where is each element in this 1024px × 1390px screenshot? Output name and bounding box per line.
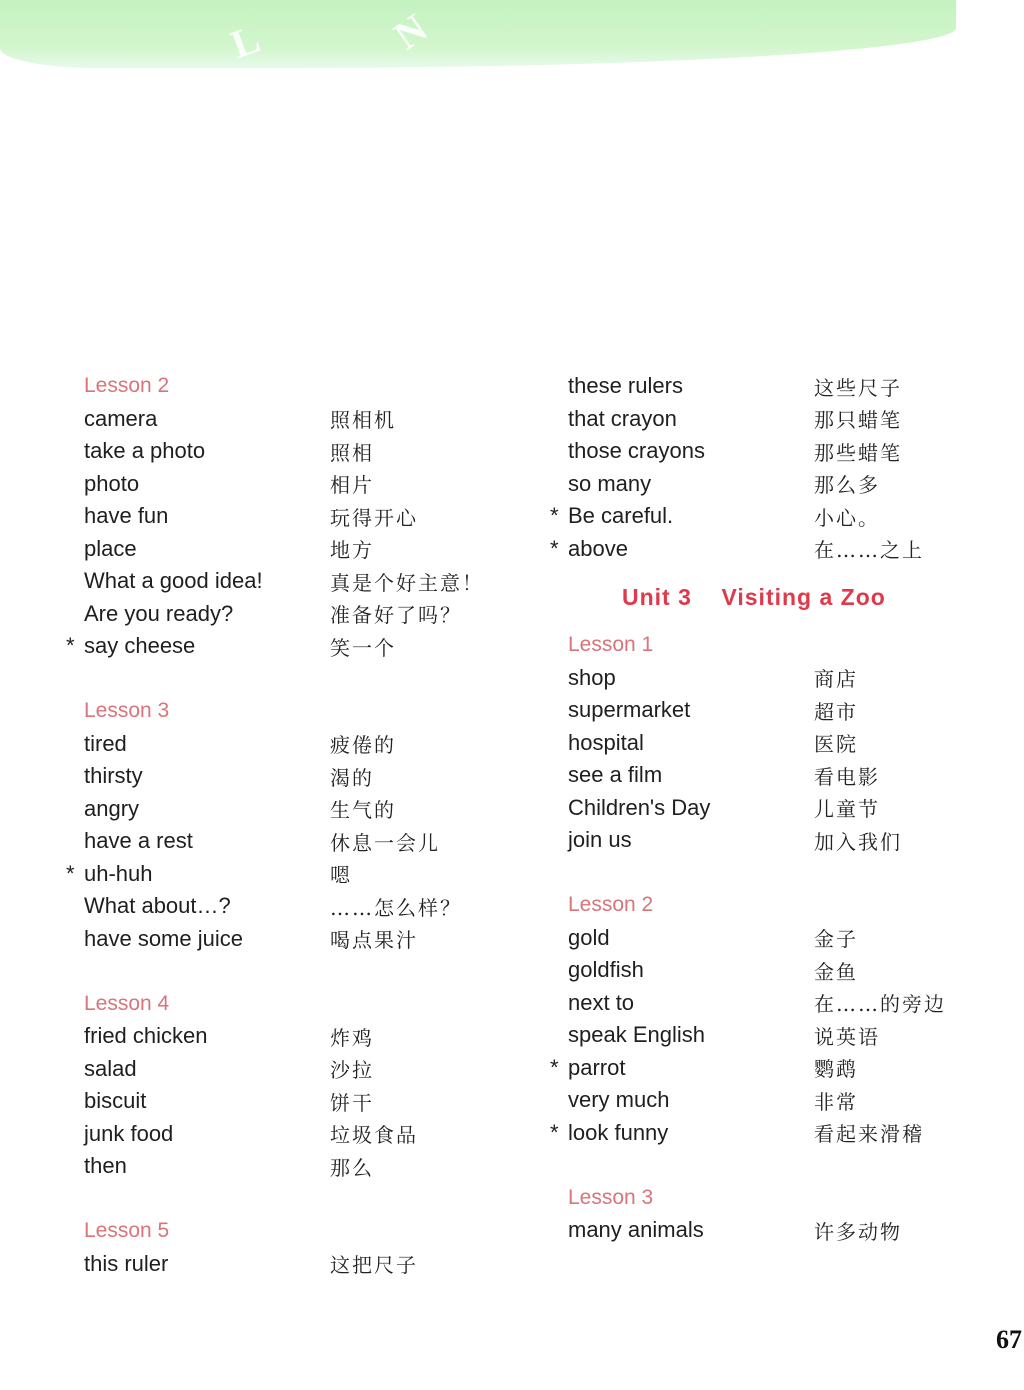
vocab-entry xyxy=(550,954,990,987)
chinese-translation: 地方 xyxy=(330,538,374,563)
english-term: have a rest xyxy=(84,828,193,854)
lesson-heading xyxy=(66,988,506,1021)
english-term: supermarket xyxy=(568,697,691,723)
lesson-heading xyxy=(66,370,506,403)
english-term: this ruler xyxy=(84,1250,169,1276)
vocab-entry xyxy=(550,1019,990,1052)
vocab-entry xyxy=(550,662,990,695)
banner-letter: N xyxy=(385,4,436,59)
chinese-translation: 看起来滑稽 xyxy=(814,1122,924,1147)
english-term: many animals xyxy=(568,1217,704,1243)
vocab-entry xyxy=(550,1117,990,1150)
vocab-entry xyxy=(66,1118,506,1151)
vocab-entry xyxy=(66,403,506,436)
english-term: biscuit xyxy=(84,1088,147,1114)
chinese-translation: 超市 xyxy=(814,699,858,724)
chinese-translation: 疲倦的 xyxy=(330,733,396,758)
optional-star-marker: * xyxy=(550,535,559,561)
vocab-entry xyxy=(66,760,506,793)
english-term: photo xyxy=(84,470,140,496)
english-term: tired xyxy=(84,730,127,756)
vocab-entry xyxy=(66,1020,506,1053)
english-term: then xyxy=(84,1153,127,1179)
section-spacer xyxy=(66,955,506,988)
section-spacer xyxy=(66,663,506,696)
chinese-translation: 相片 xyxy=(330,473,374,498)
english-term: say cheese xyxy=(84,633,196,659)
chinese-translation: 那么 xyxy=(330,1155,374,1180)
vocab-entry xyxy=(550,694,990,727)
english-term: join us xyxy=(568,827,632,853)
english-term: uh-huh xyxy=(84,860,153,886)
english-term: look funny xyxy=(568,1119,669,1145)
english-term: fried chicken xyxy=(84,1023,208,1049)
vocab-entry xyxy=(66,630,506,663)
vocab-entry xyxy=(66,890,506,923)
vocab-entry xyxy=(66,1085,506,1118)
english-term: these rulers xyxy=(568,373,683,399)
english-term: parrot xyxy=(568,1054,626,1080)
chinese-translation: 这把尺子 xyxy=(330,1253,418,1278)
english-term: above xyxy=(568,535,628,561)
chinese-translation: 照相 xyxy=(330,440,374,465)
lesson-label: Lesson 4 xyxy=(84,991,170,1015)
english-term: What a good idea! xyxy=(84,568,263,594)
lesson-heading xyxy=(66,695,506,728)
english-term: junk food xyxy=(84,1120,174,1146)
vocab-entry xyxy=(550,403,990,436)
lesson-label: Lesson 1 xyxy=(568,633,654,657)
chinese-translation: 在……的旁边 xyxy=(814,992,946,1017)
lesson-label: Lesson 5 xyxy=(84,1219,170,1243)
vocab-entry xyxy=(550,792,990,825)
chinese-translation: 在……之上 xyxy=(814,538,924,563)
vocab-entry xyxy=(66,468,506,501)
vocab-entry xyxy=(550,1214,990,1247)
chinese-translation: 那些蜡笔 xyxy=(814,440,902,465)
vocab-entry xyxy=(550,370,990,403)
chinese-translation: 非常 xyxy=(814,1089,858,1114)
english-term: speak English xyxy=(568,1022,705,1048)
vocab-entry xyxy=(66,793,506,826)
english-term: that crayon xyxy=(568,405,677,431)
chinese-translation: 沙拉 xyxy=(330,1058,374,1083)
optional-star-marker: * xyxy=(550,503,559,529)
english-term: salad xyxy=(84,1055,137,1081)
english-term: so many xyxy=(568,470,652,496)
chinese-translation: 这些尺子 xyxy=(814,375,902,400)
lesson-label: Lesson 3 xyxy=(568,1185,654,1209)
english-term: Children's Day xyxy=(568,794,711,820)
section-spacer xyxy=(66,1183,506,1216)
english-term: see a film xyxy=(568,762,663,788)
english-term: What about…? xyxy=(84,893,231,919)
page-number: 67 xyxy=(996,1325,1022,1354)
chinese-translation: 炸鸡 xyxy=(330,1025,374,1050)
vocab-entry xyxy=(550,468,990,501)
chinese-translation: 嗯 xyxy=(330,863,352,888)
optional-star-marker: * xyxy=(550,1054,559,1080)
lesson-label: Lesson 2 xyxy=(84,374,170,398)
chinese-translation: 那只蜡笔 xyxy=(814,408,902,433)
chinese-translation: 儿童节 xyxy=(814,797,880,822)
lesson-label: Lesson 2 xyxy=(568,893,654,917)
vocab-entry xyxy=(66,533,506,566)
chinese-translation: 医院 xyxy=(814,732,858,757)
chinese-translation: 喝点果汁 xyxy=(330,928,418,953)
chinese-translation: 说英语 xyxy=(814,1024,880,1049)
chinese-translation: 金鱼 xyxy=(814,959,858,984)
vocab-entry xyxy=(550,1052,990,1085)
english-term: very much xyxy=(568,1087,670,1113)
english-term: thirsty xyxy=(84,763,143,789)
lesson-heading xyxy=(550,889,990,922)
english-term: goldfish xyxy=(568,957,644,983)
lesson-heading xyxy=(66,1215,506,1248)
english-term: hospital xyxy=(568,729,644,755)
vocab-entry xyxy=(66,500,506,533)
unit-title: Unit 3 Visiting a Zoo xyxy=(622,583,886,610)
vocab-entry xyxy=(66,1053,506,1086)
vocab-entry xyxy=(66,598,506,631)
chinese-translation: 饼干 xyxy=(330,1090,374,1115)
chinese-translation: 笑一个 xyxy=(330,635,396,660)
chinese-translation: 渴的 xyxy=(330,765,374,790)
chinese-translation: 小心。 xyxy=(814,505,880,530)
vocab-entry xyxy=(550,987,990,1020)
lesson-heading xyxy=(550,629,990,662)
vocab-entry xyxy=(66,728,506,761)
lesson-label: Lesson 3 xyxy=(84,699,170,723)
english-term: Are you ready? xyxy=(84,600,234,626)
english-term: those crayons xyxy=(568,438,705,464)
section-spacer xyxy=(550,1149,990,1182)
vocab-entry xyxy=(550,500,990,533)
chinese-translation: 鹦鹉 xyxy=(814,1057,858,1082)
chinese-translation: 那么多 xyxy=(814,473,880,498)
chinese-translation: 生气的 xyxy=(330,798,396,823)
english-term: Be careful. xyxy=(568,503,674,529)
chinese-translation: 加入我们 xyxy=(814,829,902,854)
unit-heading xyxy=(550,565,990,629)
vocab-entry xyxy=(66,858,506,891)
section-spacer xyxy=(550,857,990,890)
chinese-translation: ……怎么样？ xyxy=(330,895,462,920)
chinese-translation: 玩得开心 xyxy=(330,505,418,530)
vocab-entry xyxy=(550,824,990,857)
vocab-entry xyxy=(66,825,506,858)
vocab-entry xyxy=(66,1150,506,1183)
vocab-entry xyxy=(66,435,506,468)
decorative-header-banner xyxy=(0,0,956,68)
vocab-entry xyxy=(550,533,990,566)
optional-star-marker: * xyxy=(550,1119,559,1145)
vocabulary-column-right xyxy=(550,370,990,1247)
vocab-entry xyxy=(550,727,990,760)
vocab-entry xyxy=(550,759,990,792)
chinese-translation: 准备好了吗？ xyxy=(330,603,462,628)
optional-star-marker: * xyxy=(66,633,75,659)
chinese-translation: 休息一会儿 xyxy=(330,830,440,855)
optional-star-marker: * xyxy=(66,860,75,886)
vocab-entry xyxy=(550,435,990,468)
english-term: shop xyxy=(568,664,616,690)
vocab-entry xyxy=(66,923,506,956)
chinese-translation: 垃圾食品 xyxy=(330,1123,418,1148)
chinese-translation: 照相机 xyxy=(330,408,396,433)
banner-letter: L xyxy=(225,15,266,68)
english-term: angry xyxy=(84,795,140,821)
english-term: take a photo xyxy=(84,438,206,464)
lesson-heading xyxy=(550,1182,990,1215)
english-term: have fun xyxy=(84,503,169,529)
vocab-entry xyxy=(66,1248,506,1281)
english-term: gold xyxy=(568,924,610,950)
english-term: place xyxy=(84,535,137,561)
vocab-entry xyxy=(550,922,990,955)
vocabulary-column-left xyxy=(66,370,506,1280)
english-term: camera xyxy=(84,405,158,431)
chinese-translation: 看电影 xyxy=(814,764,880,789)
chinese-translation: 许多动物 xyxy=(814,1219,902,1244)
vocab-entry xyxy=(66,565,506,598)
chinese-translation: 商店 xyxy=(814,667,858,692)
chinese-translation: 金子 xyxy=(814,927,858,952)
english-term: next to xyxy=(568,989,635,1015)
vocab-entry xyxy=(550,1084,990,1117)
english-term: have some juice xyxy=(84,925,243,951)
chinese-translation: 真是个好主意！ xyxy=(330,570,484,595)
